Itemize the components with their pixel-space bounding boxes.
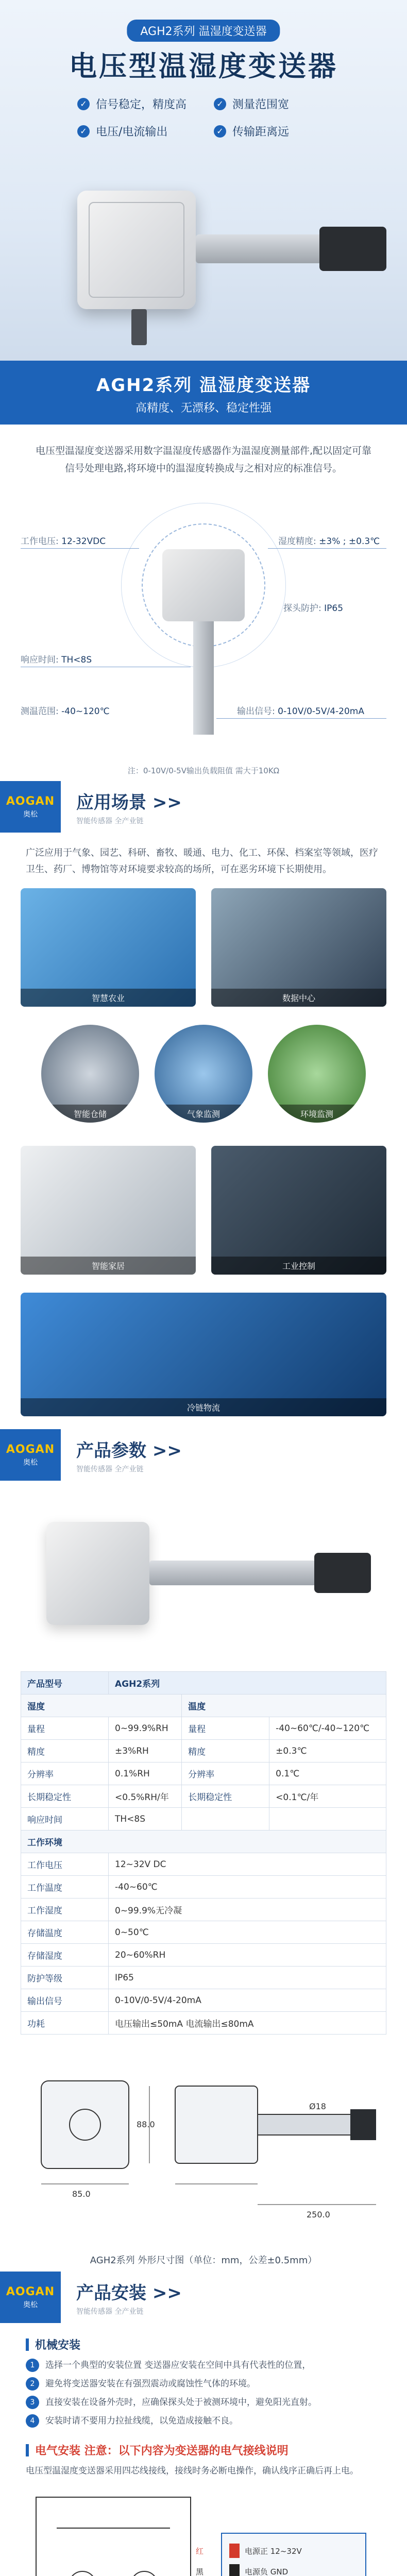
leader-line	[216, 718, 386, 719]
table-row: 功耗 电压输出≤50mA 电流输出≤80mA	[21, 2012, 386, 2035]
dimension-drawing	[21, 2050, 386, 2266]
band-title: AGH2系列 温湿度变送器	[96, 375, 311, 396]
dim-label: 250.0	[307, 2210, 330, 2219]
wiring-diagram	[26, 2487, 381, 2576]
intro-text: 电压型温湿度变送器采用数字温湿度传感器作为温湿度测量部件,配以固定可靠信号处理电路,将环境中的温湿度转换成与之相对应的标准信号。	[35, 445, 372, 474]
section-subtitle: 智能传感器 全产业链	[76, 1465, 144, 1473]
check-icon: ✓	[77, 125, 90, 138]
app-image: 冷链物流	[21, 1293, 386, 1416]
app-image: 环境监测	[268, 1025, 366, 1123]
table-row: 工作温度 -40~60℃	[21, 1876, 386, 1899]
table-row: 输出信号 0-10V/0-5V/4-20mA	[21, 1989, 386, 2012]
band-subtitle: 高精度、无漂移、稳定性强	[135, 402, 272, 415]
dim-label: Ø18	[309, 2102, 326, 2111]
device-probe-image	[196, 234, 325, 263]
list-item: 4 安装时请不要用力拉扯线缆，以免造成接触不良。	[26, 2413, 381, 2429]
wire-color: 红	[196, 2547, 204, 2556]
dim-label: 85.0	[72, 2189, 91, 2199]
spec-probe: 探头防护: IP65	[283, 603, 344, 614]
section-title: 产品参数 >>	[76, 1440, 182, 1461]
spec-response: 响应时间: TH<8S	[21, 655, 92, 665]
dimension-svg	[21, 2050, 386, 2246]
app-image: 智能仓储	[41, 1025, 139, 1123]
section-title: 产品安装 >>	[76, 2282, 182, 2303]
feature-item	[77, 96, 198, 112]
section-title: 应用场景 >>	[76, 792, 182, 813]
table-row: 存储温度 0~50℃	[21, 1921, 386, 1944]
brand-logo: AOGAN 奥松	[0, 1429, 61, 1481]
list-item: 2 避免将变送器安装在有强烈震动或腐蚀性气体的环境。	[26, 2376, 381, 2392]
mech-install-heading: 机械安装	[26, 2336, 381, 2352]
table-row: 工作环境	[21, 1831, 386, 1853]
feature-label: 传输距离远	[232, 126, 290, 139]
feature-label: 电压/电流输出	[96, 126, 168, 139]
elec-install-text: 电压型温湿度变送器采用四芯线接线，接线时务必断电操作，确认线序正确后再上电。	[26, 2466, 359, 2476]
product-image	[21, 1486, 386, 1671]
app-image: 数据中心	[211, 888, 386, 1007]
spec-note: 注：0-10V/0-5V输出负载阻值 需大于10KΩ	[127, 766, 280, 775]
table-row: 响应时间 TH<8S	[21, 1808, 386, 1831]
check-icon: ✓	[214, 125, 226, 138]
wiring-svg	[26, 2487, 381, 2576]
params-table	[21, 1671, 386, 2035]
device-probe-image	[149, 1561, 319, 1585]
feature-label: 测量范围宽	[232, 98, 290, 111]
table-row: 防护等级 IP65	[21, 1967, 386, 1989]
device-housing-image	[46, 1522, 149, 1625]
spec-temp: 测温范围: -40~120℃	[21, 706, 110, 717]
spec-signal: 输出信号: 0-10V/0-5V/4-20mA	[237, 706, 364, 717]
brand-logo: AOGAN 奥松	[0, 2272, 61, 2323]
table-row: 工作电压 12~32V DC	[21, 1853, 386, 1876]
cable-gland-image	[131, 309, 147, 345]
device-mini-rod	[193, 621, 214, 735]
device-probe-tip-image	[314, 1553, 371, 1593]
list-item: 3 直接安装在设备外壳时，应确保探头处于被测环境中，避免阳光直射。	[26, 2395, 381, 2410]
feature-item	[214, 123, 335, 139]
app-image: 气象监测	[155, 1025, 252, 1123]
elec-install-heading: 电气安装 注意：以下内容为变送器的电气接线说明	[26, 2442, 381, 2458]
brand-logo: AOGAN 奥松	[0, 781, 61, 833]
apps-text: 广泛应用于气象、园艺、科研、畜牧、暖通、电力、化工、环保、档案室等领域，医疗卫生、药厂、博物馆等对环境要求较高的场所，可在恶劣环境下长期使用。	[26, 848, 378, 875]
check-icon: ✓	[214, 98, 226, 110]
hero-title: 电压型温湿度变送器	[69, 50, 338, 82]
spec-power: 工作电压: 12-32VDC	[21, 536, 106, 547]
table-row: 量程 0~99.9%RH 量程 -40~60℃/-40~120℃	[21, 1717, 386, 1740]
table-row: 湿度 温度	[21, 1694, 386, 1717]
device-mini-image	[162, 549, 245, 621]
dimension-caption: AGH2系列 外形尺寸图（单位：mm，公差±0.5mm）	[90, 2255, 317, 2266]
wire-color: 黑	[196, 2567, 204, 2576]
wire-label: 电源正 12~32V	[245, 2547, 302, 2556]
section-subtitle: 智能传感器 全产业链	[76, 2307, 144, 2316]
feature-item	[214, 96, 335, 112]
table-row: 分辨率 0.1%RH 分辨率 0.1℃	[21, 1762, 386, 1785]
series-band	[0, 361, 407, 425]
feature-item	[77, 123, 198, 139]
app-image: 智慧农业	[21, 888, 196, 1007]
feature-label: 信号稳定，精度高	[96, 98, 187, 111]
spec-diagram	[15, 487, 392, 776]
app-image: 工业控制	[211, 1146, 386, 1275]
hero-series-tag: AGH2系列 温湿度变送器	[127, 20, 280, 42]
leader-line	[21, 548, 139, 549]
spec-accuracy: 湿度精度: ±3% ; ±0.3℃	[278, 536, 380, 547]
apps-image-grid	[21, 888, 386, 1424]
device-housing-image	[77, 191, 196, 309]
wire-label: 电源负 GND	[245, 2567, 289, 2576]
table-row: 存储湿度 20~60%RH	[21, 1944, 386, 1967]
list-item: 1 选择一个典型的安装位置 变送器应安装在空间中具有代表性的位置，	[26, 2358, 381, 2373]
table-row: 精度 ±3%RH 精度 ±0.3℃	[21, 1740, 386, 1762]
section-header-install	[0, 2272, 407, 2323]
app-image: 智能家居	[21, 1146, 196, 1275]
section-header-params	[0, 1429, 407, 1481]
hero-features	[77, 96, 335, 139]
device-probe-tip-image	[319, 227, 386, 271]
check-icon: ✓	[77, 98, 90, 110]
table-row: 产品型号 AGH2系列	[21, 1672, 386, 1694]
leader-line	[268, 548, 386, 549]
table-row: 工作湿度 0~99.9%无冷凝	[21, 1899, 386, 1921]
table-row: 长期稳定性 <0.5%RH/年 长期稳定性 <0.1℃/年	[21, 1785, 386, 1808]
hero-banner	[0, 0, 407, 361]
section-header-apps	[0, 781, 407, 833]
dim-label: 88.0	[137, 2120, 155, 2129]
section-subtitle: 智能传感器 全产业链	[76, 817, 144, 825]
